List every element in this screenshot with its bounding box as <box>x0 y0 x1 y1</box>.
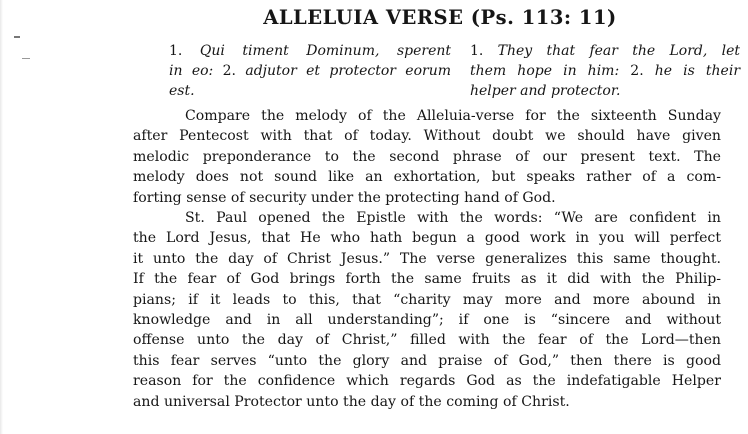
paragraph-line: Compare the melody of the Alleluia-verse for the sixteenth Sunday <box>185 108 721 124</box>
english-line-1 <box>470 41 740 61</box>
paragraph-line: forting sense of security under the protecting hand of God. <box>133 189 556 206</box>
latin-line-2 <box>169 61 451 81</box>
paragraph-line: and universal Protector unto the day of the coming of Christ. <box>133 393 570 410</box>
english-text-1: They that fear the Lord, let <box>497 43 740 59</box>
verse-number-1-en: 1. <box>470 43 484 59</box>
verse-number-1: 1. <box>169 43 183 59</box>
paragraph-line: knowledge and in all understanding”; if one is “sincere and without <box>133 312 721 329</box>
paragraph-2 <box>133 208 721 412</box>
margin-mark <box>14 36 20 38</box>
verse-number-2-en: 2. <box>630 63 644 79</box>
english-text-2a: them hope in him: <box>470 63 620 79</box>
verse-number-2: 2. <box>222 63 236 79</box>
paragraph-line: offense unto the day of Christ,” filled with the fear of the Lord—then <box>133 332 721 349</box>
paragraph-line: reason for the confidence which regards God as the indefatigable Helper <box>133 373 721 390</box>
paragraph-1 <box>133 106 721 208</box>
latin-text-2b: adjutor et protector eorum <box>245 63 452 79</box>
latin-text-2a: in eo: <box>169 63 214 79</box>
english-line-3: helper and protector. <box>470 83 621 99</box>
paragraph-line: pians; if it leads to this, that “charity may more and more abound in <box>133 291 721 308</box>
paragraph-line: after Pentecost with that of today. Without doubt we should have given <box>133 128 721 145</box>
margin-mark-small <box>22 58 30 59</box>
paragraph-line: it unto the day of Christ Jesus.” The verse generalizes this same thought. <box>133 250 721 267</box>
english-line-2 <box>470 61 740 81</box>
paragraph-line: St. Paul opened the Epistle with the words: “We are confident in <box>185 210 721 227</box>
paragraph-line: If the fear of God brings forth the same fruits as it did with the Philip- <box>133 271 721 288</box>
latin-line-3: est. <box>169 83 195 99</box>
paragraph-line: the Lord Jesus, that He who hath begun a good work in you will perfect <box>133 230 721 247</box>
paragraph-line: melody does not sound like an exhortation, but speaks rather of a com- <box>133 169 721 186</box>
latin-line-1 <box>169 41 451 61</box>
section-heading: ALLELUIA VERSE (Ps. 113: 11) <box>263 6 617 29</box>
latin-verse <box>169 41 451 101</box>
english-verse <box>470 41 740 101</box>
paragraph-line: melodic preponderance to the second phrase of our present text. The <box>133 148 721 165</box>
page-edge-shadow <box>0 0 3 434</box>
latin-text-1: Qui timent Dominum, sperent <box>199 43 451 59</box>
english-text-2b: he is their <box>654 63 741 79</box>
paragraph-line: this fear serves “unto the glory and praise of God,” then there is good <box>133 352 721 369</box>
commentary-body <box>133 106 721 412</box>
